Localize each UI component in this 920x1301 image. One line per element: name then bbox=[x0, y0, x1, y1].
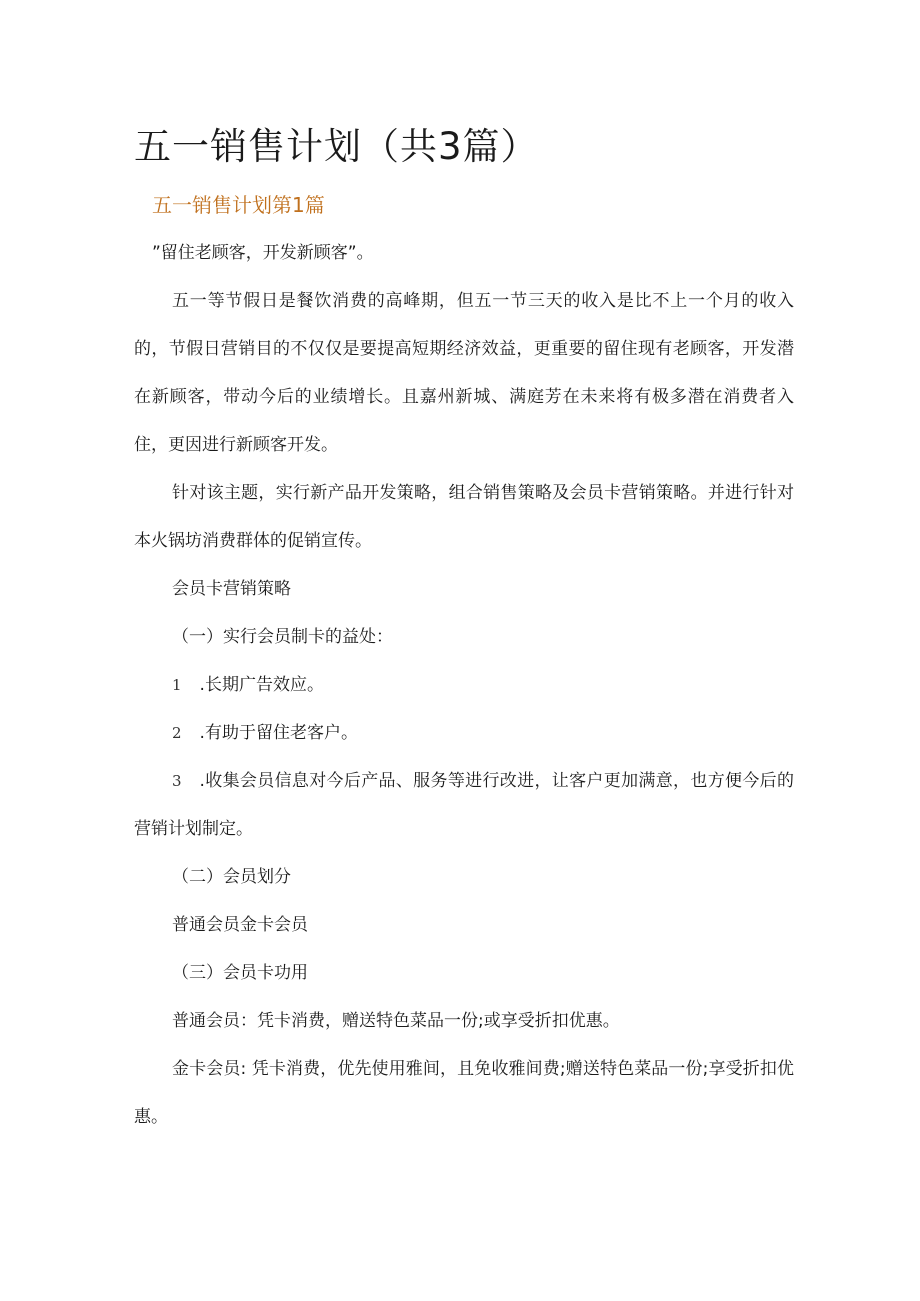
benefit-text: .长期广告效应。 bbox=[199, 675, 324, 695]
benefit-number: 1 bbox=[172, 676, 182, 694]
intro-paragraph: 五一等节假日是餐饮消费的高峰期，但五一节三天的收入是比不上一个月的收入的，节假日营销目的不仅仅是要提高短期经济效益，更重要的留住现有老顾客，开发潜在新顾客，带动今后的业绩增长。且嘉州新城、满庭芳在未来将有极多潜在消费者入住，更因进行新顾客开发。 bbox=[134, 291, 794, 455]
membership-heading: 会员卡营销策略 bbox=[172, 579, 291, 599]
division-heading: （二）会员划分 bbox=[172, 867, 291, 887]
regular-member-text: 普通会员：凭卡消费，赠送特色菜品一份;或享受折扣优惠。 bbox=[172, 1011, 620, 1031]
benefit-number: 3 bbox=[172, 772, 182, 790]
document-title: 五一销售计划（共3篇） bbox=[134, 125, 539, 168]
function-heading: （三）会员卡功用 bbox=[172, 963, 308, 983]
strategy-paragraph: 针对该主题，实行新产品开发策略，组合销售策略及会员卡营销策略。并进行针对本火锅坊消费群体的促销宣传。 bbox=[134, 483, 794, 551]
slogan-text: ”留住老顾客，开发新顾客”。 bbox=[152, 243, 374, 263]
benefit-item bbox=[172, 661, 324, 709]
benefit-number: 2 bbox=[172, 724, 182, 742]
section-heading: 五一销售计划第1篇 bbox=[152, 193, 325, 217]
gold-member-text: 金卡会员: 凭卡消费，优先使用雅间，且免收雅间费;赠送特色菜品一份;享受折扣优惠。 bbox=[134, 1059, 794, 1127]
benefit-item bbox=[134, 757, 794, 853]
benefits-heading: （一）实行会员制卡的益处： bbox=[172, 627, 393, 647]
benefit-text: .收集会员信息对今后产品、服务等进行改进，让客户更加满意，也方便今后的营销计划制定。 bbox=[134, 771, 794, 839]
benefit-item bbox=[172, 709, 358, 757]
benefit-text: .有助于留住老客户。 bbox=[199, 723, 358, 743]
division-text: 普通会员金卡会员 bbox=[172, 915, 308, 935]
